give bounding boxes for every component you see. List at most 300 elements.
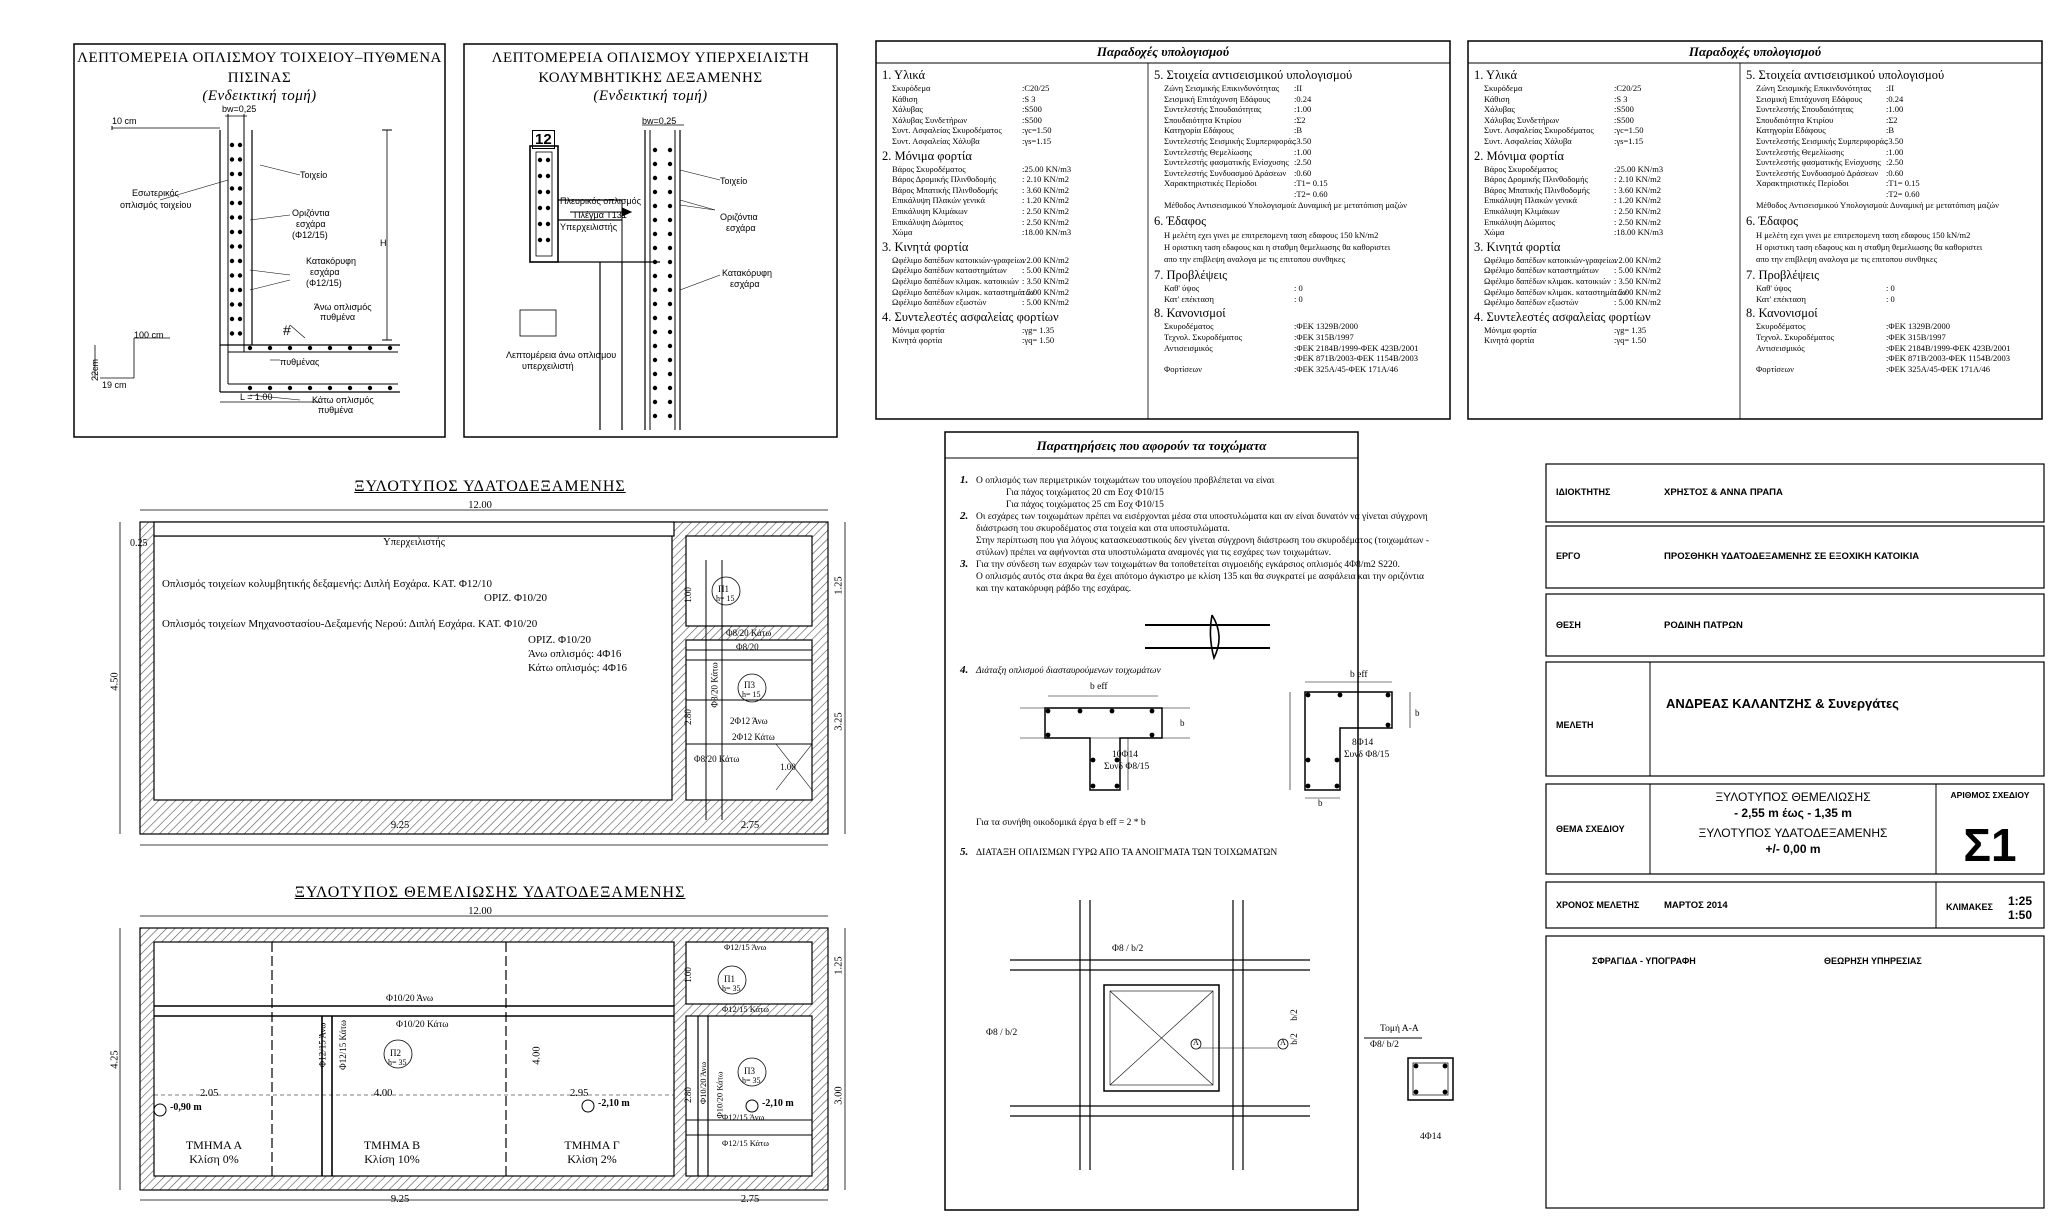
overflow-detail-label2: υπερχειλιστή xyxy=(522,361,574,371)
permanent-loads-value: : 3.60 KN/m2 xyxy=(1614,184,1661,195)
wall-rebar-dot xyxy=(238,317,242,321)
overflow-rebar-dot xyxy=(668,246,672,250)
remark-4-text: Διάταξη οπλισμού διασταυρούμενων τοιχωμάτων xyxy=(976,666,1161,676)
seismic-label: Συντελεστής Σπουδαιότητας xyxy=(1756,104,1854,115)
l-wall-beff-label: b eff xyxy=(1350,670,1368,680)
live-loads-label: Ωφέλιμο δαπέδων εξωστών xyxy=(1484,297,1579,308)
section-rebar-dot xyxy=(1078,709,1083,714)
remark-number-4: 4. xyxy=(960,664,969,676)
overflow-beam-dot xyxy=(546,238,550,242)
permanent-loads-label: Επικάλυψη Κλιμάκων xyxy=(892,206,968,216)
section-aa-title: Τομή Α-Α xyxy=(1380,1024,1419,1034)
plan1-slab-p3-h: h= 15 xyxy=(742,690,761,699)
t-wall-b-label: b xyxy=(1180,718,1185,728)
overflow-rebar-dot xyxy=(653,232,657,236)
permanent-loads-label: Βάρος Σκυροδέματος xyxy=(892,163,966,174)
tb-place-value: ΡΟΔΙΝΗ ΠΑΤΡΩΝ xyxy=(1664,620,1743,631)
materials-label: Κάθιση xyxy=(892,93,918,104)
codes-value: :ΦΕΚ 871Β/2003-ΦΕΚ 1154Β/2003 xyxy=(1294,353,1419,364)
t-wall-rebar: 10Φ14 xyxy=(1112,750,1138,760)
plan1-total-dim: 12.00 xyxy=(468,500,492,511)
section-rebar-dot xyxy=(1306,758,1311,763)
overflow-rebar-dot xyxy=(653,316,657,320)
load-factors-value: :γg= 1.35 xyxy=(1614,324,1647,335)
seismic-value: :B xyxy=(1294,125,1303,136)
plan1-pool-rebar-2: ΟΡΙΖ. Φ10/20 xyxy=(484,592,548,604)
plan1-dim-025: 0.25 xyxy=(130,538,148,549)
wall-rebar-dot xyxy=(230,273,234,277)
codes-value: :ΦΕΚ 315Β/1997 xyxy=(1886,332,1946,342)
overflow-rebar-dot xyxy=(668,316,672,320)
remark-1-line2: Για πάχος τοιχώματος 20 cm Εσχ Φ10/15 xyxy=(1006,488,1164,498)
overflow-number-tag: 12 xyxy=(532,130,555,149)
overflow-rebar-dot xyxy=(668,176,672,180)
live-loads-label: Ωφέλιμο δαπέδων εξωστών xyxy=(892,297,987,308)
tb-stamp-label: ΣΦΡΑΓΙΔΑ - ΥΠΟΓΡΑΦΗ xyxy=(1592,956,1696,966)
seismic-value: :0.24 xyxy=(1886,93,1904,104)
seismic-value: :3.50 xyxy=(1294,136,1312,146)
permanent-loads-value: : 1.20 KN/m2 xyxy=(1614,195,1661,206)
plan2-mesh-bottom: Φ10/20 Κάτω xyxy=(396,1020,449,1030)
overflow-rebar-dot xyxy=(668,344,672,348)
remark-2-line1: Οι εσχάρες των τοιχωμάτων πρέπει να εισέρχονται μέσα στα υποστυλώματα και αν είναι δυνατόν να γίνεται σύγχρονη xyxy=(976,512,1428,522)
wall-rebar-dot xyxy=(238,157,242,161)
seismic-label: Ζώνη Σεισμικής Επικινδυνότητας xyxy=(1164,83,1280,93)
plan1-mach-rebar-4: Κάτω οπλισμός: 4Φ16 xyxy=(528,662,627,674)
section-rebar-dot xyxy=(1091,784,1096,789)
plan1-dim-125: 1.25 xyxy=(833,576,845,595)
overflow-rebar-dot xyxy=(668,218,672,222)
overflow-rebar-dot xyxy=(653,302,657,306)
t-wall-beff-label: b eff xyxy=(1090,682,1108,692)
tb-study-key: ΜΕΛΕΤΗ xyxy=(1556,720,1594,730)
plan2-slab-p2-h: h= 35 xyxy=(388,1058,407,1067)
overflow-rebar-dot xyxy=(653,162,657,166)
section-rebar-dot xyxy=(1306,693,1311,698)
overflow-rebar-dot xyxy=(668,330,672,334)
overflow-horiz-label: Οριζόντια xyxy=(720,212,758,222)
permanent-loads-heading: 2. Μόνιμα φορτία xyxy=(882,148,972,163)
remark-2-line4: στύλων) πρέπει να αφήνονται στα υποστυλώματα αναμονές για τις εσχάρες των τοιχωμάτων. xyxy=(976,548,1332,558)
seismic-value: :0.24 xyxy=(1294,93,1312,104)
wall-low-label2: πυθμένα xyxy=(318,405,354,415)
plan1-slab-p1: Π1 xyxy=(718,584,729,594)
seismic-label: Χαρακτηριστικές Περίοδοι xyxy=(1164,178,1257,189)
section-rebar-dot xyxy=(1046,709,1051,714)
overflow-rebar-dot xyxy=(653,176,657,180)
plan2-section-a: ΤΜΗΜΑ Α xyxy=(185,1138,243,1152)
plan2-dim-280: 2.80 xyxy=(682,1087,693,1103)
seismic-label: Μέθοδος Αντισεισμικού Υπολογισμού xyxy=(1756,199,1887,210)
section-rebar-dot xyxy=(1091,758,1096,763)
tb-drawno-value: Σ1 xyxy=(1963,819,2017,871)
wall-rebar-dot xyxy=(238,273,242,277)
materials-value: :S500 xyxy=(1614,114,1634,125)
tb-drawno-key: ΑΡΙΘΜΟΣ ΣΧΕΔΙΟΥ xyxy=(1950,790,2030,800)
remark-3-line1: Για την σύνδεση των εσχαρών των τοιχωμάτων θα τοποθετείται σιγμοειδής εγκάρσιος οπλισμός 4Φ8/m2 S220. xyxy=(976,560,1400,570)
seismic-label: Συντελεστής Σεισμικής Συμπεριφοράς xyxy=(1164,136,1296,146)
remark-number-3: 3. xyxy=(960,558,969,570)
tb-approval-label: ΘΕΩΡΗΣΗ ΥΠΗΡΕΣΙΑΣ xyxy=(1824,956,1922,966)
codes-heading: 8. Κανονισμοί xyxy=(1746,306,1818,321)
provisions-label: Καθ' ύψος xyxy=(1164,283,1200,294)
codes-value: :ΦΕΚ 1329Β/2000 xyxy=(1886,321,1951,332)
bottom-rebar-dot xyxy=(268,346,272,350)
wall-vert-label3: (Φ12/15) xyxy=(306,278,342,288)
overflow-rebar-dot xyxy=(668,288,672,292)
live-loads-value: : 5.00 KN/m2 xyxy=(1614,265,1661,276)
seismic-label: Συντελεστής φασματικής Ενίσχυσης xyxy=(1164,157,1289,168)
overflow-rebar-dot xyxy=(668,260,672,264)
permanent-loads-label: Βάρος Μπατικής Πλινθοδομής xyxy=(892,184,998,195)
provisions-value: : 0 xyxy=(1886,293,1895,304)
load-factors-value: :γq= 1.50 xyxy=(1022,335,1055,346)
materials-label: Συντ. Ασφαλείας Σκυροδέματος xyxy=(892,125,1002,136)
seismic-label: Σεισμική Επιτάχυνση Εδάφους xyxy=(1164,93,1271,104)
codes-value: :ΦΕΚ 1329Β/2000 xyxy=(1294,321,1359,332)
overflow-beam-dot xyxy=(538,174,542,178)
bottom-rebar-dot xyxy=(328,386,332,390)
seismic-value: : Δυναμική με μετατόπιση μαζών xyxy=(1294,199,1407,210)
seismic-label: Κατηγορία Εδάφους xyxy=(1164,125,1234,136)
live-loads-value: : 2.00 KN/m2 xyxy=(1614,254,1661,265)
section-rebar-dot xyxy=(1443,1064,1448,1069)
overflow-detail-label: Λεπτομέρεια άνω οπλισμου xyxy=(506,350,617,360)
plan2-level-2: -2,10 m xyxy=(598,1098,630,1109)
beff-note: Για τα συνήθη οικοδομικά έργα b eff = 2 * b xyxy=(976,818,1146,828)
overflow-beam-dot xyxy=(546,174,550,178)
wall-22cm-label: 22cm xyxy=(90,358,101,382)
wall-rebar-dot xyxy=(230,157,234,161)
seismic-label: Συντελεστής Σπουδαιότητας xyxy=(1164,104,1262,115)
section-rebar-dot xyxy=(1306,784,1311,789)
plan1-dim-275: 2.75 xyxy=(740,820,760,831)
codes-heading: 8. Κανονισμοί xyxy=(1154,306,1226,321)
overflow-rebar-dot xyxy=(653,274,657,278)
plan1-dim-925: 9.25 xyxy=(390,820,410,831)
plan2-strip-top: Φ12/15 Άνω xyxy=(317,1022,328,1068)
codes-label: Τεχνολ. Σκυροδέματος xyxy=(1164,332,1242,342)
plan1-mach-rebar-3: Άνω οπλισμός: 4Φ16 xyxy=(528,648,622,660)
overflow-rebar-dot xyxy=(668,358,672,362)
materials-value: :S 3 xyxy=(1614,93,1628,104)
load-factors-label: Μόνιμα φορτία xyxy=(892,324,945,335)
codes-label: Φορτίσεων xyxy=(1164,363,1202,374)
seismic-value: :0.60 xyxy=(1886,167,1904,178)
live-loads-label: Ωφέλιμο δαπέδων κλιμακ. κατοικιών xyxy=(892,276,1019,286)
seismic-value: :2.50 xyxy=(1886,157,1904,168)
bottom-rebar-dot xyxy=(308,386,312,390)
permanent-loads-label: Βάρος Δρομικής Πλινθοδομής xyxy=(892,174,996,185)
plan1-dim-100b: 1.00 xyxy=(780,762,796,772)
soil-heading: 6. Έδαφος xyxy=(1746,214,1799,229)
plan2-dim-925: 9.25 xyxy=(390,1194,410,1205)
materials-label: Κάθιση xyxy=(1484,93,1510,104)
plan2-dim-275: 2.75 xyxy=(740,1194,760,1205)
codes-value: :ΦΕΚ 871Β/2003-ΦΕΚ 1154Β/2003 xyxy=(1886,353,2011,364)
bottom-rebar-dot xyxy=(288,386,292,390)
wall-10cm-label: 10 cm xyxy=(112,116,137,126)
materials-label: Χάλυβας Συνδετήρων xyxy=(892,114,968,125)
wall-rebar-dot xyxy=(230,186,234,190)
assumptions-title: Παραδοχές υπολογισμού xyxy=(1096,44,1230,59)
overflow-vert-label2: εσχάρα xyxy=(730,279,760,289)
overflow-beam-dot xyxy=(546,222,550,226)
wall-rebar-dot xyxy=(238,215,242,219)
remark-1-line1: Ο οπλισμός των περιμετρικών τοιχωμάτων του υπογείου προβλέπεται να είναι xyxy=(976,476,1275,486)
load-factors-heading: 4. Συντελεστές ασφαλείας φορτίων xyxy=(1474,309,1651,324)
tb-place-key: ΘΕΣΗ xyxy=(1556,620,1581,630)
codes-label: Αντισεισμικός xyxy=(1756,342,1805,353)
overflow-lateral-label: Πλευρικός οπλισμός xyxy=(560,196,641,206)
wall-detail-subtitle: (Ενδεικτική τομή) xyxy=(202,88,317,104)
codes-label: Σκυροδέματος xyxy=(1164,321,1214,332)
plan2-section-b: ΤΜΗΜΑ Β xyxy=(363,1138,421,1152)
soil-line-2: Η οριστικη τaση εδaφους και η σταθμη θεμελιωσης θα καθοριστει xyxy=(1756,242,1983,253)
seismic-value: :T1= 0.15 xyxy=(1294,178,1328,189)
plan1-rebar-label-2: Φ8/20 xyxy=(736,642,759,652)
plan2-total-dim: 12.00 xyxy=(468,906,492,917)
section-rebar-dot xyxy=(1046,733,1051,738)
remark-1-line3: Για πάχος τοιχώματος 25 cm Εσχ Φ10/15 xyxy=(1006,500,1164,510)
formwork-plan-1 xyxy=(120,510,845,845)
materials-label: Χάλυβας xyxy=(892,104,923,115)
codes-value: :ΦΕΚ 325Α/45-ΦΕΚ 171Α/46 xyxy=(1886,363,1991,374)
permanent-loads-label: Επικάλυψη Κλιμάκων xyxy=(1484,206,1560,216)
plan1-dim-450: 4.50 xyxy=(109,672,121,691)
plan2-slab-p2: Π2 xyxy=(390,1048,401,1058)
plan1-title: ΞΥΛΟΤΥΠΟΣ ΥΔΑΤΟΔΕΞΑΜΕΝΗΣ xyxy=(354,478,626,495)
codes-value: :ΦΕΚ 325Α/45-ΦΕΚ 171Α/46 xyxy=(1294,363,1399,374)
tb-subject-line4: +/- 0,00 m xyxy=(1765,842,1821,856)
plan1-dim-280: 2.80 xyxy=(682,709,693,725)
section-aa-stirrup: Φ8/ b/2 xyxy=(1370,1040,1399,1050)
plan2-strip-bottom: Φ12/15 Κάτω xyxy=(337,1020,348,1070)
overflow-beam-dot xyxy=(538,190,542,194)
overflow-rebar-dot xyxy=(668,232,672,236)
l-wall-stirrup: Συνδ Φ8/15 xyxy=(1344,750,1390,760)
soil-line-3: απο την επιβλεψη αναλογα με τις επιτοπου συνθηκες xyxy=(1164,254,1345,265)
overflow-rebar-dot xyxy=(653,414,657,418)
materials-value: :γs=1.15 xyxy=(1022,136,1052,146)
wall-vert-label: Κατακόρυφη xyxy=(306,256,357,266)
section-rebar-dot xyxy=(1386,723,1391,728)
codes-label: Τεχνολ. Σκυροδέματος xyxy=(1756,332,1834,342)
soil-line-1: Η μελέτη εχει γινει με επιτρεπομενη ταση εδαφους 150 kN/m2 xyxy=(1756,230,1971,241)
overflow-rebar-dot xyxy=(668,414,672,418)
section-rebar-dot xyxy=(1338,693,1343,698)
overflow-beam-dot xyxy=(546,206,550,210)
remark-3-line3: και την κατακόρυφη ράβδο της εσχάρας. xyxy=(976,584,1132,594)
bottom-rebar-dot xyxy=(288,346,292,350)
overflow-beam-dot xyxy=(538,158,542,162)
tb-project-key: ΕΡΓΟ xyxy=(1556,551,1581,561)
plan2-section-b-slope: Κλίση 10% xyxy=(364,1152,420,1166)
section-rebar-dot xyxy=(1115,784,1120,789)
permanent-loads-label: Βάρος Μπατικής Πλινθοδομής xyxy=(1484,184,1590,195)
live-loads-value: : 5.00 KN/m2 xyxy=(1614,286,1661,297)
provisions-label: Κατ' επέκταση xyxy=(1756,293,1806,304)
section-rebar-dot xyxy=(1443,1090,1448,1095)
overflow-rebar-dot xyxy=(653,246,657,250)
seismic-value: :II xyxy=(1294,83,1303,93)
plan1-mach-rebar-2: ΟΡΙΖ. Φ10/20 xyxy=(528,634,592,646)
overflow-beam-dot xyxy=(538,222,542,226)
section-rebar-dot xyxy=(1414,1064,1419,1069)
live-loads-value: : 2.00 KN/m2 xyxy=(1022,254,1069,265)
overflow-horiz-label2: εσχάρα xyxy=(726,223,756,233)
materials-label: Χάλυβας xyxy=(1484,104,1515,115)
provisions-value: : 0 xyxy=(1886,283,1895,294)
materials-label: Χάλυβας Συνδετήρων xyxy=(1484,114,1560,125)
seismic-value: :B xyxy=(1886,125,1895,136)
bottom-rebar-dot xyxy=(348,386,352,390)
seismic-value: :Σ2 xyxy=(1886,114,1898,125)
live-loads-label: Ωφέλιμο δαπέδων καταστημάτων xyxy=(1484,265,1599,276)
remark-5-text: ΔΙΑΤΑΞΗ ΟΠΛΙΣΜΩΝ ΓΥΡΩ ΑΠΟ ΤΑ ΑΝΟΙΓΜΑΤΑ ΤΩΝ ΤΟΙΧΩΜΑΤΩΝ xyxy=(976,848,1278,858)
plan1-overflow-label: Υπερχειλιστής xyxy=(383,537,445,548)
materials-value: :γc=1.50 xyxy=(1614,125,1644,136)
assumptions-panel-1 xyxy=(876,41,1450,419)
overflow-bw-label: bw=0,25 xyxy=(642,116,677,126)
plan1-rebar-label-1: Φ8/20 Κάτω xyxy=(726,628,772,638)
plan2-mesh-top: Φ10/20 Άνω xyxy=(386,994,434,1004)
live-loads-value: : 5.00 KN/m2 xyxy=(1614,297,1661,308)
remark-3-line2: Ο οπλισμός αυτός στα άκρα θα έχει απότομο άγκιστρο με κλίση 135 και θα συγκρατεί με ασφάλεια και την οριζόντια xyxy=(976,572,1425,582)
wall-rebar-dot xyxy=(238,186,242,190)
permanent-loads-label: Χώμα xyxy=(1484,227,1505,238)
plan2-dim-300: 3.00 xyxy=(833,1086,845,1105)
permanent-loads-value: : 2.50 KN/m2 xyxy=(1022,206,1069,216)
materials-heading: 1. Υλικά xyxy=(1474,68,1518,82)
wall-rebar-dot xyxy=(230,288,234,292)
wall-rebar-dot xyxy=(230,331,234,335)
overflow-rebar-dot xyxy=(668,162,672,166)
overflow-rebar-dot xyxy=(653,372,657,376)
permanent-loads-value: : 3.60 KN/m2 xyxy=(1022,184,1069,195)
seismic-label: Χαρακτηριστικές Περίοδοι xyxy=(1756,178,1849,189)
codes-value: :ΦΕΚ 2184Β/1999-ΦΕΚ 423Β/2001 xyxy=(1886,342,2011,353)
plan1-slab-p3: Π3 xyxy=(744,680,755,690)
plan2-slab-p1-h: h= 35 xyxy=(722,984,741,993)
remarks-title: Παρατηρήσεις που αφορούν τα τοιχώματα xyxy=(1036,438,1267,453)
l-wall-b-label: b xyxy=(1415,708,1420,718)
permanent-loads-value: : 2.50 KN/m2 xyxy=(1614,206,1661,216)
load-factors-heading: 4. Συντελεστές ασφαλείας φορτίων xyxy=(882,309,1059,324)
plan2-slab-p3: Π3 xyxy=(744,1066,755,1076)
plan2-section-c: ΤΜΗΜΑ Γ xyxy=(564,1138,620,1152)
bottom-rebar-dot xyxy=(368,386,372,390)
bottom-rebar-dot xyxy=(268,386,272,390)
wall-bw-label: bw=0,25 xyxy=(222,104,257,114)
plan2-rebar-label-1: Φ12/15 Άνω xyxy=(724,942,767,952)
plan2-rebar-label-5: Φ10/20 Άνω xyxy=(698,1061,709,1105)
wall-rebar-dot xyxy=(238,244,242,248)
wall-rebar-dot xyxy=(230,244,234,248)
tb-subject-line1: ΞΥΛΟΤΥΠΟΣ ΘΕΜΕΛΙΩΣΗΣ xyxy=(1715,790,1871,804)
provisions-label: Καθ' ύψος xyxy=(1756,283,1792,294)
wall-top-label: Άνω οπλισμός xyxy=(314,302,372,312)
live-loads-label: Ωφέλιμο δαπέδων καταστημάτων xyxy=(892,265,1007,276)
wall-detail-title-line1: ΛΕΠΤΟΜΕΡΕΙΑ ΟΠΛΙΣΜΟΥ ΤΟΙΧΕΙΟΥ–ΠΥΘΜΕΝΑ xyxy=(77,50,442,66)
materials-value: :C20/25 xyxy=(1022,83,1050,93)
bottom-rebar-dot xyxy=(328,346,332,350)
wall-hash-mark: # xyxy=(283,322,291,338)
seismic-value: : Δυναμική με μετατόπιση μαζών xyxy=(1886,199,1999,210)
materials-label: Σκυρόδεμα xyxy=(1484,83,1523,93)
section-rebar-dot xyxy=(1335,758,1340,763)
materials-heading: 1. Υλικά xyxy=(882,68,926,82)
plan2-title: ΞΥΛΟΤΥΠΟΣ ΘΕΜΕΛΙΩΣΗΣ ΥΔΑΤΟΔΕΞΑΜΕΝΗΣ xyxy=(294,884,686,901)
overflow-beam-dot xyxy=(546,158,550,162)
overflow-rebar-dot xyxy=(653,148,657,152)
wall-rebar-dot xyxy=(230,143,234,147)
opening-b2-label: b/2 xyxy=(1288,1009,1299,1021)
seismic-label: Συντελεστής Θεμελίωσης xyxy=(1756,146,1844,157)
plan1-slab-p1-h: h= 15 xyxy=(716,594,735,603)
tb-scale-value-1: 1:25 xyxy=(2008,894,2033,908)
wall-horiz-label3: (Φ12/15) xyxy=(292,230,328,240)
l-wall-rebar: 8Φ14 xyxy=(1352,738,1374,748)
assumptions-panel-2 xyxy=(1468,41,2042,419)
wall-rebar-dot xyxy=(230,230,234,234)
tb-subject-key: ΘΕΜΑ ΣΧΕΔΙΟΥ xyxy=(1556,824,1625,834)
permanent-loads-value: :25.00 KN/m3 xyxy=(1022,163,1072,174)
permanent-loads-label: Επικάλυψη Δώματος xyxy=(892,216,964,227)
seismic-value: :T2= 0.60 xyxy=(1294,189,1328,199)
overflow-overflow-label: Υπερχειλιστής xyxy=(560,222,618,232)
live-loads-label: Ωφέλιμο δαπέδων κατοικιών-γραφείων xyxy=(892,254,1027,265)
opening-rebar-label-left: Φ8 / b/2 xyxy=(986,1028,1018,1038)
seismic-label: Συντελεστής Συνδυασμού Δράσεων xyxy=(1756,167,1879,178)
overflow-rebar-dot xyxy=(668,148,672,152)
plan1-rebar-label-6: Φ8/20 Κάτω xyxy=(709,662,720,708)
load-factors-label: Μόνιμα φορτία xyxy=(1484,324,1537,335)
seismic-value: :1.00 xyxy=(1886,146,1904,157)
plan2-dim-125: 1.25 xyxy=(833,956,845,975)
permanent-loads-label: Επικάλυψη Πλακών γενικά xyxy=(892,195,985,206)
plan2-rebar-label-3: Φ12/15 Άνω xyxy=(722,1112,765,1122)
codes-label: Αντισεισμικός xyxy=(1164,342,1213,353)
overflow-rebar-dot xyxy=(653,288,657,292)
overflow-rebar-dot xyxy=(653,218,657,222)
wall-rebar-dot xyxy=(238,172,242,176)
wall-rebar-dot xyxy=(230,201,234,205)
section-rebar-dot xyxy=(1335,784,1340,789)
plan1-rebar-label-4: 2Φ12 Άνω xyxy=(730,716,768,726)
seismic-label: Συντελεστής Θεμελίωσης xyxy=(1164,146,1252,157)
wall-detail-title-line2: ΠΙΣΙΝΑΣ xyxy=(227,70,292,86)
tb-subject-line2: - 2,55 m έως - 1,35 m xyxy=(1734,806,1852,820)
remark-number-1: 1. xyxy=(960,474,969,486)
overflow-rebar-dot xyxy=(668,386,672,390)
live-loads-value: : 5.00 KN/m2 xyxy=(1022,286,1069,297)
provisions-heading: 7. Προβλέψεις xyxy=(1746,268,1820,283)
section-rebar-dot xyxy=(1150,733,1155,738)
provisions-value: : 0 xyxy=(1294,293,1303,304)
bottom-rebar-dot xyxy=(348,346,352,350)
wall-top-label2: πυθμένα xyxy=(320,312,356,322)
overflow-detail-subtitle: (Ενδεικτική τομή) xyxy=(593,88,708,104)
overflow-wall-label: Τοιχείο xyxy=(720,176,748,186)
remark-2-line3: Στην περίπτωση που για λόγους κατασκευαστικούς δεν γίνεται σύγχρονη διάστρωση του σκυροδέματος (τοιχωμάτων - xyxy=(976,536,1430,546)
seismic-label: Σπουδαιότητα Κτιρίου xyxy=(1164,114,1242,125)
remark-2-line2: διάστρωση του σκυροδέματος στα τοιχεία και στα υποστυλώματα. xyxy=(976,524,1230,534)
overflow-rebar-dot xyxy=(668,204,672,208)
plan2-level-3: -2,10 m xyxy=(762,1098,794,1109)
live-loads-heading: 3. Κινητά φορτία xyxy=(1474,239,1561,254)
seismic-value: :3.50 xyxy=(1886,136,1904,146)
